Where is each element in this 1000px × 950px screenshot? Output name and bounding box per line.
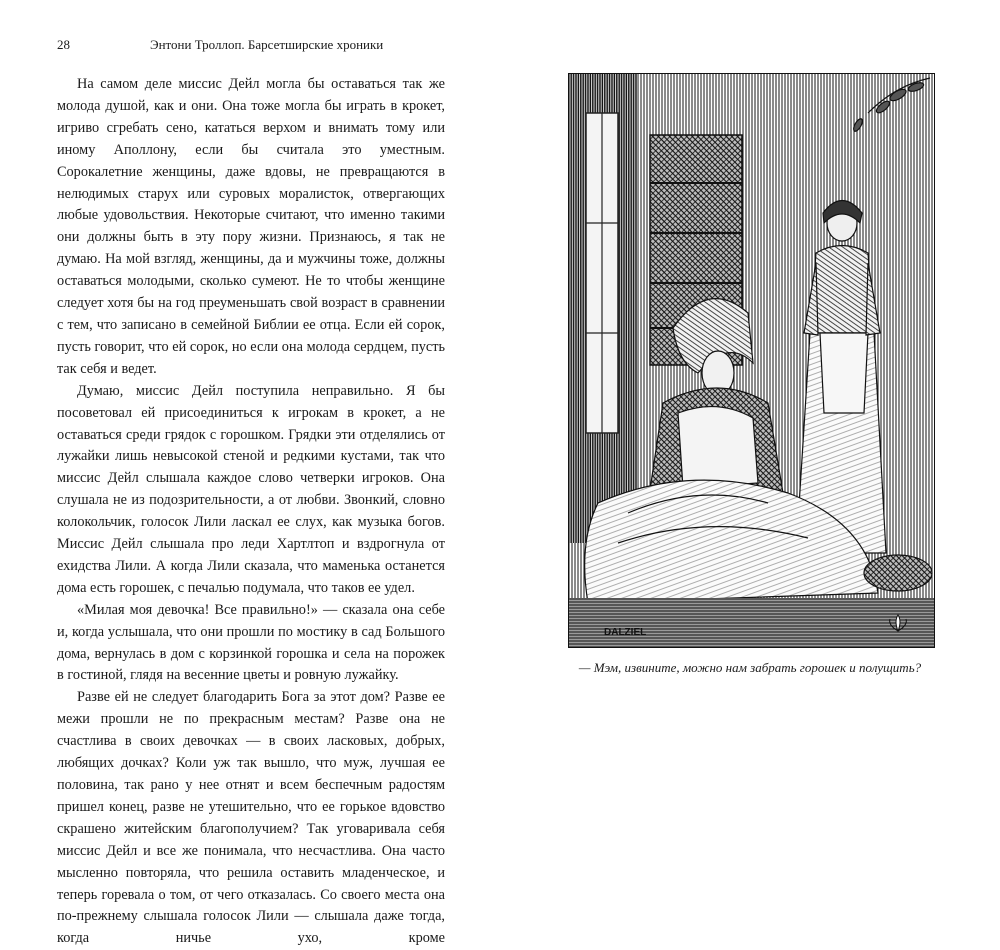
paragraph: Думаю, миссис Дейл поступила неправильно. Я бы посоветовал ей присоединиться к игрокам в крокет, а не оставаться среди грядок с горошком. Грядки эти отделялись от лужайки лишь невысокой стеной и редкими кустами, так что миссис Дейл слышала каждое слово четверки игроков. Она слушала не из подозрительности, а от любви. Звонкий, словно колокольчик, голосок Лили ласкал ее слух, как музыка богов. Миссис Дейл слышала про леди Хартлтоп и вздрогнула от ехидства Лили. А когда Лили сказала, что маменька останется дома есть горошек, с печалью подумала, что таков ее удел. [57, 382, 445, 596]
engraver-signature: DALZIEL [604, 627, 647, 638]
paragraph: «Милая моя девочка! Все правильно!» — сказала она себе и, когда услышала, что они прошли по мостику в сад Большого дома, вернулась в дом с корзинкой горошка и села на порожек в гостиной, глядя на весенние цветы и ровную лужайку. [57, 601, 445, 684]
engraving-illustration [568, 73, 935, 648]
left-page [0, 0, 500, 947]
running-title: Энтони Троллоп. Барсетширские хроники [150, 37, 384, 52]
body-text [57, 74, 445, 950]
engraving-drawing [568, 73, 935, 648]
paragraph: На самом деле миссис Дейл могла бы оставаться так же молода душой, как и они. Она тоже могла бы играть в крокет, игриво сгребать сено, кататься верхом и внимать тому или иному Аполлону, если бы считала это уместным. Сорокалетние женщины, даже вдовы, не превращаются в нелюдимых старух или суровых моралисток, отвергающих любые удовольствия. Некоторые считают, что именно такими они должны быть в эту пору жизни. Признаюсь, я так не думаю. На мой взгляд, женщины, да и мужчины тоже, должны оставаться молодыми, сколько сумеют. Не то чтобы женщине следует хотя бы на год преуменьшать свой возраст в сравнении с тем, что записано в семейной Библии ее отца. Если ей сорок, пусть говорит, что ей сорок, но если она молода сердцем, пусть так себя и ведет. [57, 76, 445, 377]
illustration-caption: — Мэм, извините, можно нам забрать горошек и полущить? [578, 660, 922, 675]
paragraph: Разве ей не следует благодарить Бога за этот дом? Разве ее межи прошли не по прекрасным местам? Разве она не счастлива в своих девочках — в своих ласковых, добрых, любящих дочках? Коли уж так вышло, что муж, лучшая ее половина, так рано у нее отнят и всем беспечным радостям пришел конец, разве не утешительно, что ее горькое вдовство скрашено житейским благополучием? Так уговаривала себя миссис Дейл и все же понимала, что несчастлива. Она часто мысленно повторяла, что решила оставить младенческое, и теперь горевала о том, от чего отказалась. Со своего места она по-прежнему слышала голосок Лили — слышала даже тогда, когда ничье ухо, кроме [57, 689, 445, 947]
page-number: 28 [57, 37, 70, 52]
